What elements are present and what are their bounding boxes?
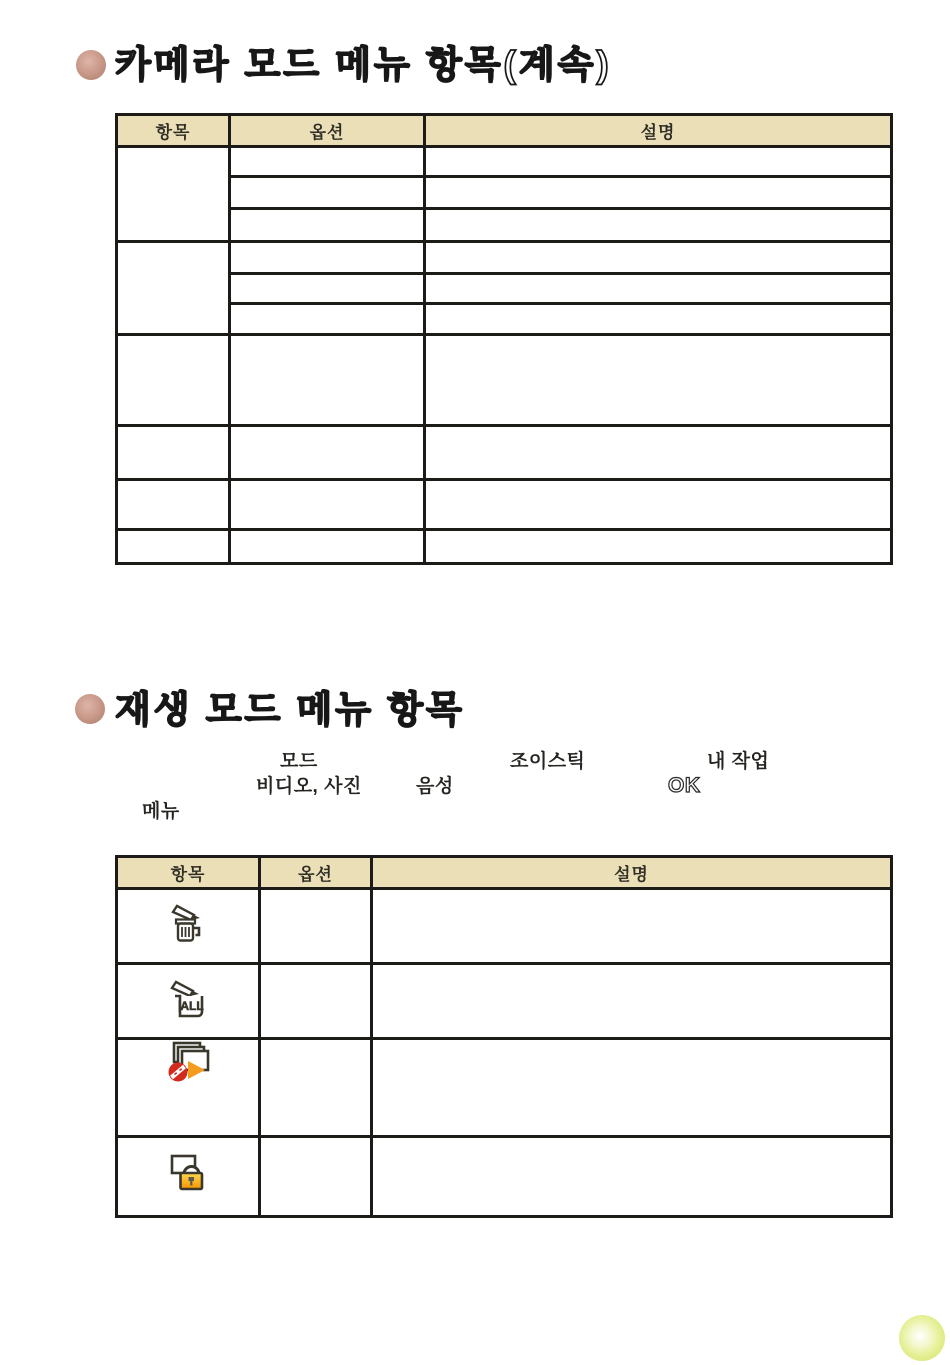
option-cell [230, 335, 425, 426]
item-cell [117, 964, 260, 1039]
description-cell [372, 889, 892, 964]
section1-title: 카메라 모드 메뉴 항목(계속) [115, 44, 612, 85]
item-cell [117, 426, 230, 480]
delete-icon [169, 903, 207, 945]
item-cell [117, 530, 230, 564]
intro-fragment-mode: 모드 [280, 751, 318, 772]
section2-bullet-icon [75, 694, 105, 724]
table-row [117, 177, 892, 209]
option-cell [230, 304, 425, 335]
table-row [117, 209, 892, 242]
item-cell [117, 242, 230, 335]
option-cell [230, 242, 425, 274]
intro-fragment-voice: 음성 [416, 776, 454, 797]
table-row [117, 426, 892, 480]
col-header-item: 항목 [117, 857, 260, 889]
svg-text:ALL: ALL [180, 998, 204, 1013]
item-cell [117, 889, 260, 964]
item-cell [117, 480, 230, 530]
description-cell [425, 530, 892, 564]
intro-fragment-joystick: 조이스틱 [510, 751, 586, 772]
col-header-description: 설명 [372, 857, 892, 889]
description-cell [425, 147, 892, 177]
intro-fragment-my-work: 내 작업 [707, 751, 770, 772]
description-cell [425, 242, 892, 274]
playback-mode-menu-table [115, 855, 893, 1218]
description-cell [425, 304, 892, 335]
option-cell [260, 889, 372, 964]
description-cell [372, 1137, 892, 1217]
item-cell [117, 335, 230, 426]
table-header-row [117, 115, 892, 147]
col-header-description: 설명 [425, 115, 892, 147]
intro-fragment-ok-button: OK [668, 774, 701, 797]
option-cell [230, 530, 425, 564]
table-header-row [117, 857, 892, 889]
section2-title: 재생 모드 메뉴 항목 [115, 689, 465, 730]
col-header-item: 항목 [117, 115, 230, 147]
table-row [117, 480, 892, 530]
option-cell [260, 1137, 372, 1217]
option-cell [230, 426, 425, 480]
table-row [117, 335, 892, 426]
option-cell [230, 147, 425, 177]
section1-bullet-icon [76, 50, 106, 80]
item-cell [117, 1137, 260, 1217]
option-cell [230, 209, 425, 242]
description-cell [372, 1039, 892, 1137]
description-cell [425, 335, 892, 426]
protect-icon [167, 1152, 209, 1196]
camera-mode-menu-table [115, 113, 893, 565]
description-cell [425, 177, 892, 209]
table-row [117, 242, 892, 274]
intro-fragment-video-photo: 비디오, 사진 [256, 776, 362, 797]
slideshow-icon [164, 1040, 212, 1088]
description-cell [425, 274, 892, 304]
table-row [117, 889, 892, 964]
option-cell [230, 177, 425, 209]
description-cell [372, 964, 892, 1039]
table-row [117, 964, 892, 1039]
col-header-option: 옵션 [230, 115, 425, 147]
table-row [117, 274, 892, 304]
item-cell [117, 147, 230, 242]
intro-fragment-menu: 메뉴 [142, 801, 180, 822]
table-row [117, 304, 892, 335]
table-row [117, 1137, 892, 1217]
col-header-option: 옵션 [260, 857, 372, 889]
description-cell [425, 480, 892, 530]
description-cell [425, 426, 892, 480]
item-cell [117, 1039, 260, 1137]
option-cell [230, 274, 425, 304]
option-cell [260, 964, 372, 1039]
table-row [117, 147, 892, 177]
option-cell [260, 1039, 372, 1137]
table-row [117, 530, 892, 564]
corner-ball-decoration [899, 1315, 945, 1361]
description-cell [425, 209, 892, 242]
table-row [117, 1039, 892, 1137]
option-cell [230, 480, 425, 530]
delete-all-icon [167, 977, 209, 1021]
